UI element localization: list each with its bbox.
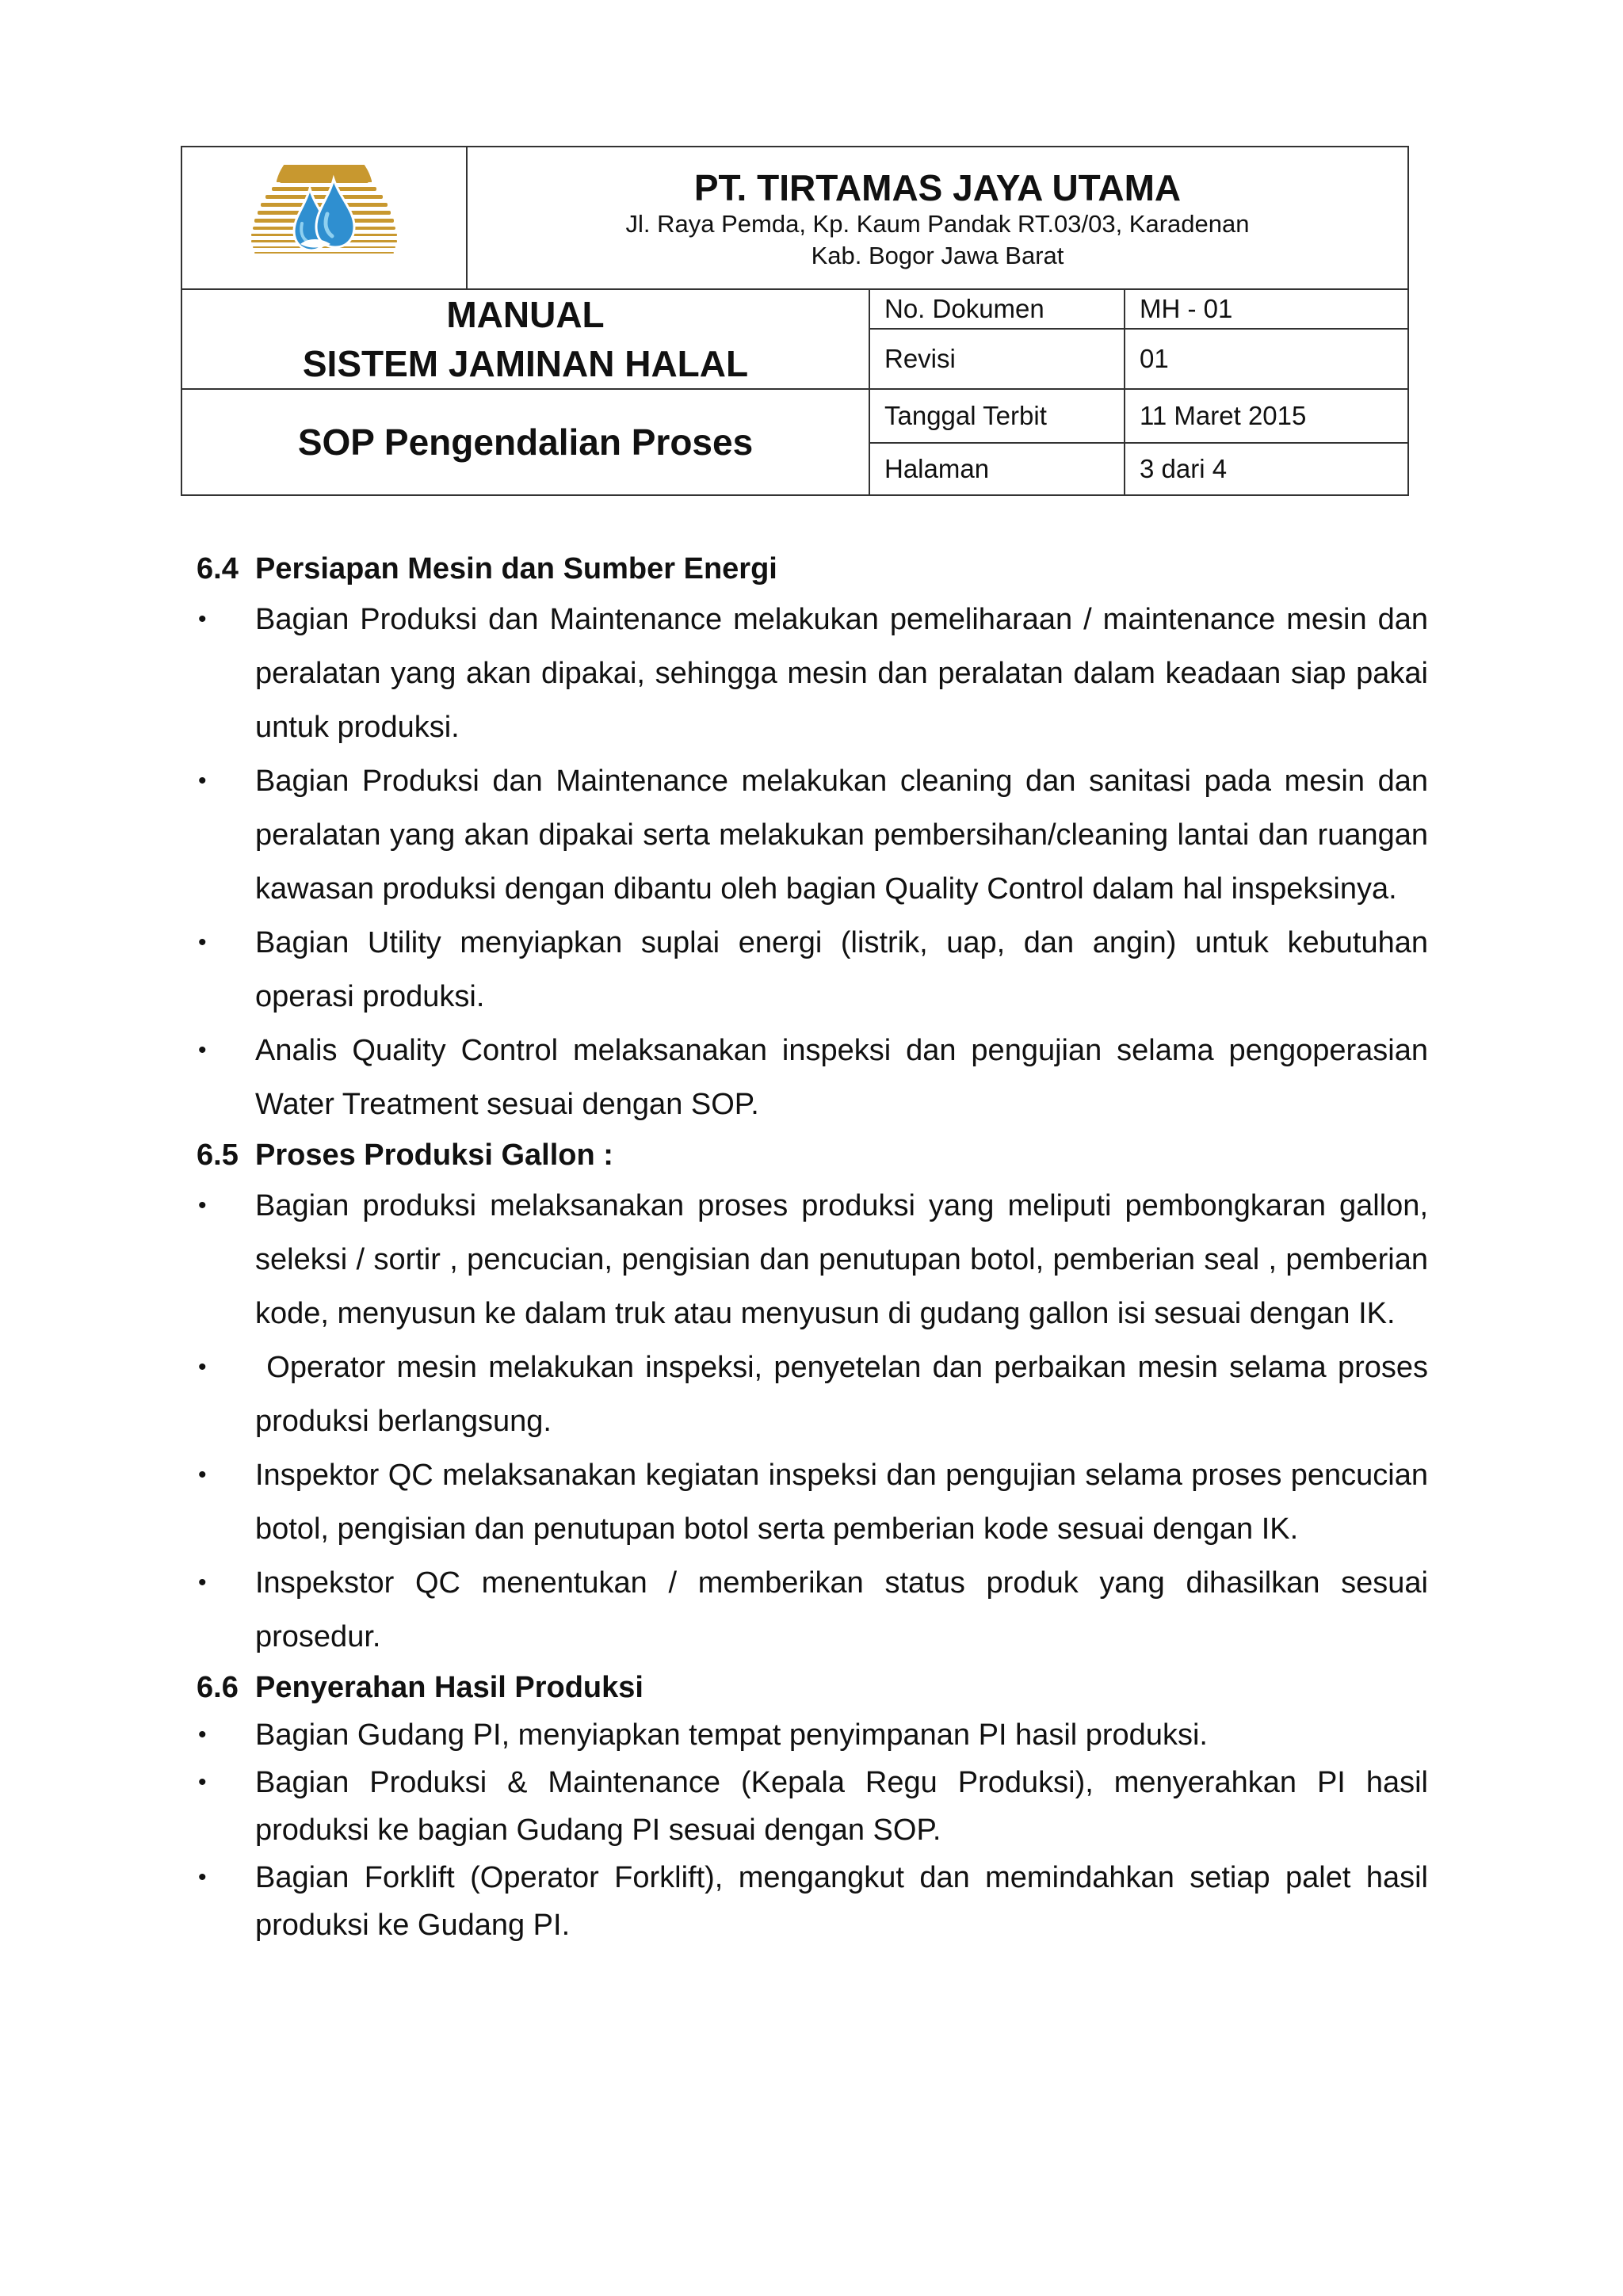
list-item <box>197 593 1428 754</box>
list-item-text: Bagian Produksi dan Maintenance melakukan pemeliharaan / maintenance mesin dan peralatan yang akan dipakai, sehingga mesin dan peralatan dalam keadaan siap pakai untuk produksi. <box>255 603 1428 744</box>
list-item-text: Operator mesin melakukan inspeksi, penyetelan dan perbaikan mesin selama proses produksi berlangsung. <box>255 1351 1437 1438</box>
list-item <box>197 1341 1437 1448</box>
list-item <box>197 1179 1428 1341</box>
bullet-icon: • <box>198 1037 207 1063</box>
meta-value-issue-date: 11 Maret 2015 <box>1125 389 1408 443</box>
bullet-icon: • <box>198 1354 207 1380</box>
bullet-icon: • <box>198 1569 207 1596</box>
logo-cell <box>181 147 467 289</box>
list-item-text: Bagian Produksi dan Maintenance melakukan cleaning dan sanitasi pada mesin dan peralatan yang akan dipakai serta melakukan pembersihan/cleaning lantai dan ruangan kawasan produksi dengan dibantu oleh bagian Quality Control dalam hal inspeksinya. <box>255 765 1428 906</box>
bullet-icon: • <box>198 768 207 794</box>
document-body <box>197 545 1437 1949</box>
company-name: PT. TIRTAMAS JAYA UTAMA <box>693 167 1182 208</box>
manual-title-line2: SISTEM JAMINAN HALAL <box>302 343 749 384</box>
meta-label-issue-date: Tanggal Terbit <box>869 389 1125 443</box>
bullet-icon: • <box>198 1462 207 1488</box>
section-title: Proses Produksi Gallon : <box>255 1138 613 1172</box>
meta-value-page: 3 dari 4 <box>1125 443 1408 495</box>
sop-title-cell <box>181 389 869 495</box>
section-heading <box>197 1131 1428 1179</box>
bullet-icon: • <box>198 1722 207 1748</box>
meta-value-document-number: MH - 01 <box>1125 289 1408 329</box>
company-address-line2: Kab. Bogor Jawa Barat <box>811 242 1064 269</box>
list-item-text: Inspektor QC melaksanakan kegiatan inspeksi dan pengujian selama proses pencucian botol, pengisian dan penutupan botol serta pemberian kode sesuai dengan IK. <box>255 1459 1428 1546</box>
section-title: Penyerahan Hasil Produksi <box>255 1671 643 1704</box>
sop-title: SOP Pengendalian Proses <box>297 421 754 463</box>
meta-label-revision: Revisi <box>869 329 1125 389</box>
list-item-text: Inspekstor QC menentukan / memberikan status produk yang dihasilkan sesuai prosedur. <box>255 1566 1428 1653</box>
list-item <box>197 1759 1428 1854</box>
list-item <box>197 754 1428 916</box>
list-item <box>197 1711 1428 1759</box>
list-item-text: Bagian Gudang PI, menyiapkan tempat penyimpanan PI hasil produksi. <box>255 1718 1208 1752</box>
section-title: Persiapan Mesin dan Sumber Energi <box>255 552 777 585</box>
section-number: 6.4 <box>197 552 239 585</box>
bullet-icon: • <box>198 1769 207 1795</box>
list-item-text: Analis Quality Control melaksanakan inspeksi dan pengujian selama pengoperasian Water Treatment sesuai dengan SOP. <box>255 1034 1428 1121</box>
list-item <box>197 1854 1428 1949</box>
list-item <box>197 1448 1428 1556</box>
meta-label-page: Halaman <box>869 443 1125 495</box>
list-item-text: Bagian produksi melaksanakan proses produksi yang meliputi pembongkaran gallon, seleksi / sortir , pencucian, pengisian dan penutupan botol, pemberian seal , pemberian kode, menyusun ke dalam truk atau menyusun di gudang gallon isi sesuai dengan IK. <box>255 1189 1428 1330</box>
bullet-icon: • <box>198 1192 207 1219</box>
list-item <box>197 1556 1428 1664</box>
section-item-list <box>197 1179 1437 1664</box>
section-number: 6.5 <box>197 1138 239 1172</box>
list-item <box>197 916 1428 1024</box>
manual-title-cell <box>181 289 869 389</box>
section-item-list <box>197 1711 1428 1949</box>
company-logo <box>245 165 403 268</box>
list-item-text: Bagian Forklift (Operator Forklift), mengangkut dan memindahkan setiap palet hasil produksi ke Gudang PI. <box>255 1861 1428 1942</box>
section-heading <box>197 1664 1428 1711</box>
meta-value-revision: 01 <box>1125 329 1408 389</box>
section-heading <box>197 545 1428 593</box>
company-address-line1: Jl. Raya Pemda, Kp. Kaum Pandak RT.03/03, Karadenan <box>625 210 1250 238</box>
company-info-cell <box>467 147 1408 289</box>
bullet-icon: • <box>198 1864 207 1890</box>
meta-label-document-number: No. Dokumen <box>869 289 1125 329</box>
bullet-icon: • <box>198 606 207 632</box>
manual-title-line1: MANUAL <box>446 294 605 335</box>
section-item-list <box>197 593 1428 1131</box>
list-item <box>197 1024 1428 1131</box>
document-header-table <box>181 146 1409 496</box>
section-number: 6.6 <box>197 1671 239 1704</box>
list-item-text: Bagian Produksi & Maintenance (Kepala Regu Produksi), menyerahkan PI hasil produksi ke bagian Gudang PI sesuai dengan SOP. <box>255 1766 1428 1847</box>
bullet-icon: • <box>198 929 207 955</box>
list-item-text: Bagian Utility menyiapkan suplai energi (listrik, uap, dan angin) untuk kebutuhan operasi produksi. <box>255 926 1428 1013</box>
